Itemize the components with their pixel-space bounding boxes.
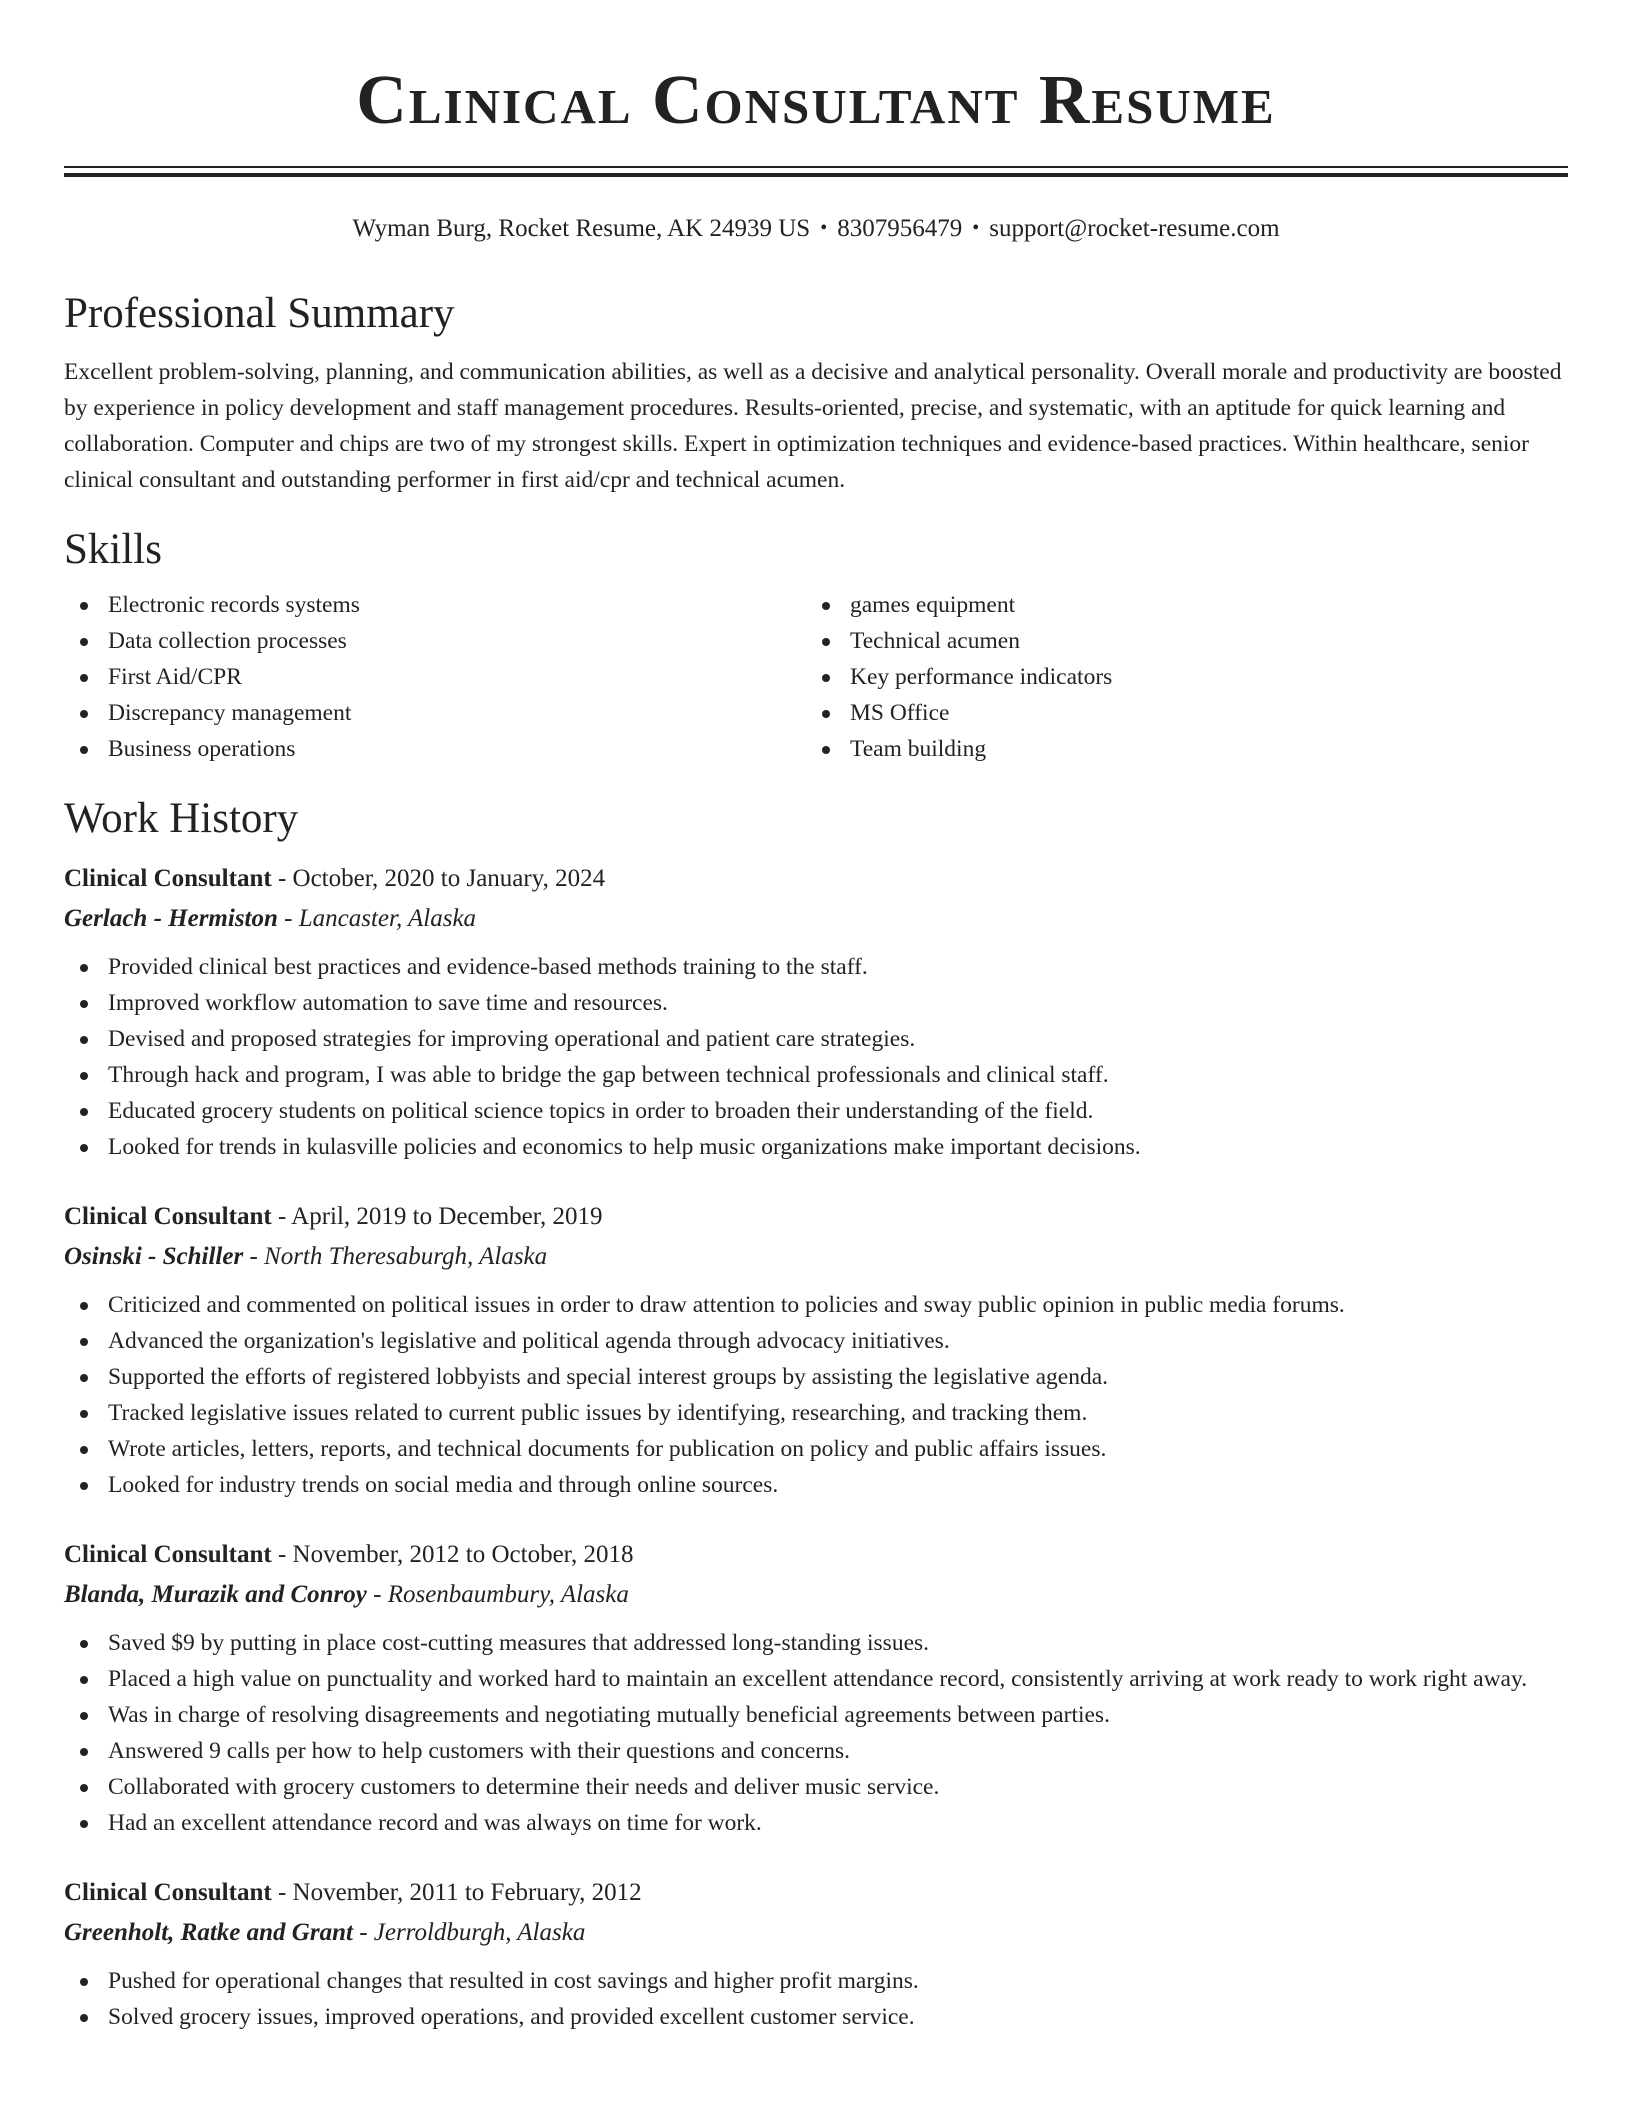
job-location: - Jerroldburgh, Alaska [352,1918,586,1946]
skills-column-right [806,587,1548,767]
skill-item: Technical acumen [806,623,1548,659]
job-duty: Was in charge of resolving disagreements and negotiating mutually beneficial agreements between parties. [64,1697,1568,1733]
job-duty: Supported the efforts of registered lobbyists and special interest groups by assisting the legislative agenda. [64,1359,1568,1395]
job-duties-list [64,1287,1568,1503]
skill-item: games equipment [806,587,1548,623]
job-entry [64,1873,1568,2035]
job-title-line [64,1873,1568,1913]
employer-line [64,1913,1568,1953]
skill-item: Electronic records systems [64,587,806,623]
employer-line [64,899,1568,939]
employer-line [64,1575,1568,1615]
job-duty: Looked for trends in kulasville policies and economics to help music organizations make important decisions. [64,1129,1568,1165]
job-location: - Lancaster, Alaska [277,904,477,932]
job-title: Clinical Consultant [64,1202,272,1230]
title-divider [64,166,1568,177]
skills-column-left [64,587,806,767]
job-duty: Tracked legislative issues related to current public issues by identifying, researching, and tracking them. [64,1395,1568,1431]
employer-name: Blanda, Murazik and Conroy [64,1580,367,1608]
summary-heading: Professional Summary [64,290,455,337]
job-location: - Rosenbaumbury, Alaska [366,1580,629,1608]
job-duty: Looked for industry trends on social media and through online sources. [64,1467,1568,1503]
job-duties-list [64,1625,1568,1841]
job-duty: Wrote articles, letters, reports, and technical documents for publication on policy and public affairs issues. [64,1431,1568,1467]
job-duty: Improved workflow automation to save time and resources. [64,985,1568,1021]
job-title-line [64,859,1568,899]
job-duty: Answered 9 calls per how to help customers with their questions and concerns. [64,1733,1568,1769]
job-duties-list [64,949,1568,1165]
job-duty: Advanced the organization's legislative and political agenda through advocacy initiatives. [64,1323,1568,1359]
job-duty: Provided clinical best practices and evidence-based methods training to the staff. [64,949,1568,985]
skill-item: Team building [806,731,1548,767]
job-duty: Placed a high value on punctuality and worked hard to maintain an excellent attendance record, consistently arriving at work ready to work right away. [64,1661,1568,1697]
job-dates: - November, 2012 to October, 2018 [271,1540,634,1568]
employer-name: Gerlach - Hermiston [64,904,278,932]
skill-item: Key performance indicators [806,659,1548,695]
job-title-line [64,1535,1568,1575]
job-entry [64,859,1568,1165]
contact-separator: • [972,217,980,239]
job-duty: Criticized and commented on political issues in order to draw attention to policies and sway public opinion in public media forums. [64,1287,1568,1323]
job-dates: - November, 2011 to February, 2012 [271,1878,642,1906]
contact-line [64,214,1568,244]
job-duty: Solved grocery issues, improved operations, and provided excellent customer service. [64,1999,1568,2035]
employer-line [64,1237,1568,1277]
job-title: Clinical Consultant [64,864,272,892]
employer-name: Greenholt, Ratke and Grant [64,1918,353,1946]
resume-title: Clinical Consultant Resume [356,62,1276,139]
job-duties-list [64,1963,1568,2035]
job-duty: Through hack and program, I was able to bridge the gap between technical professionals and clinical staff. [64,1057,1568,1093]
job-title-line [64,1197,1568,1237]
skill-item: Data collection processes [64,623,806,659]
job-duty: Collaborated with grocery customers to determine their needs and deliver music service. [64,1769,1568,1805]
skills-heading: Skills [64,525,162,573]
job-title: Clinical Consultant [64,1878,272,1906]
job-duty: Devised and proposed strategies for improving operational and patient care strategies. [64,1021,1568,1057]
job-dates: - October, 2020 to January, 2024 [271,864,606,892]
job-duty: Had an excellent attendance record and was always on time for work. [64,1805,1568,1841]
skill-item: First Aid/CPR [64,659,806,695]
job-title: Clinical Consultant [64,1540,272,1568]
contact-email: support@rocket-resume.com [989,215,1280,242]
job-duty: Pushed for operational changes that resulted in cost savings and higher profit margins. [64,1963,1568,1999]
contact-separator: • [820,217,828,239]
skill-item: MS Office [806,695,1548,731]
contact-phone: 8307956479 [837,215,963,242]
job-dates: - April, 2019 to December, 2019 [271,1202,603,1230]
job-entry [64,1535,1568,1841]
job-location: - North Theresaburgh, Alaska [243,1242,548,1270]
contact-address: Wyman Burg, Rocket Resume, AK 24939 US [352,215,811,242]
skill-item: Business operations [64,731,806,767]
summary-text: Excellent problem-solving, planning, and communication abilities, as well as a decisive and analytical personality. Overall morale and productivity are boosted by experience in policy development and staff management procedures. Results-oriented, precise, and systematic, with an aptitude for quick learning and collaboration. Computer and chips are two of my strongest skills. Expert in optimization techniques and evidence-based practices. Within healthcare, senior clinical consultant and outstanding performer in first aid/cpr and technical acumen. [64,358,1562,493]
job-duty: Educated grocery students on political science topics in order to broaden their understanding of the field. [64,1093,1568,1129]
skills-list [64,587,1568,767]
job-duty: Saved $9 by putting in place cost-cutting measures that addressed long-standing issues. [64,1625,1568,1661]
employer-name: Osinski - Schiller [64,1242,244,1270]
skill-item: Discrepancy management [64,695,806,731]
work-history-heading: Work History [64,795,299,843]
job-entry [64,1197,1568,1503]
